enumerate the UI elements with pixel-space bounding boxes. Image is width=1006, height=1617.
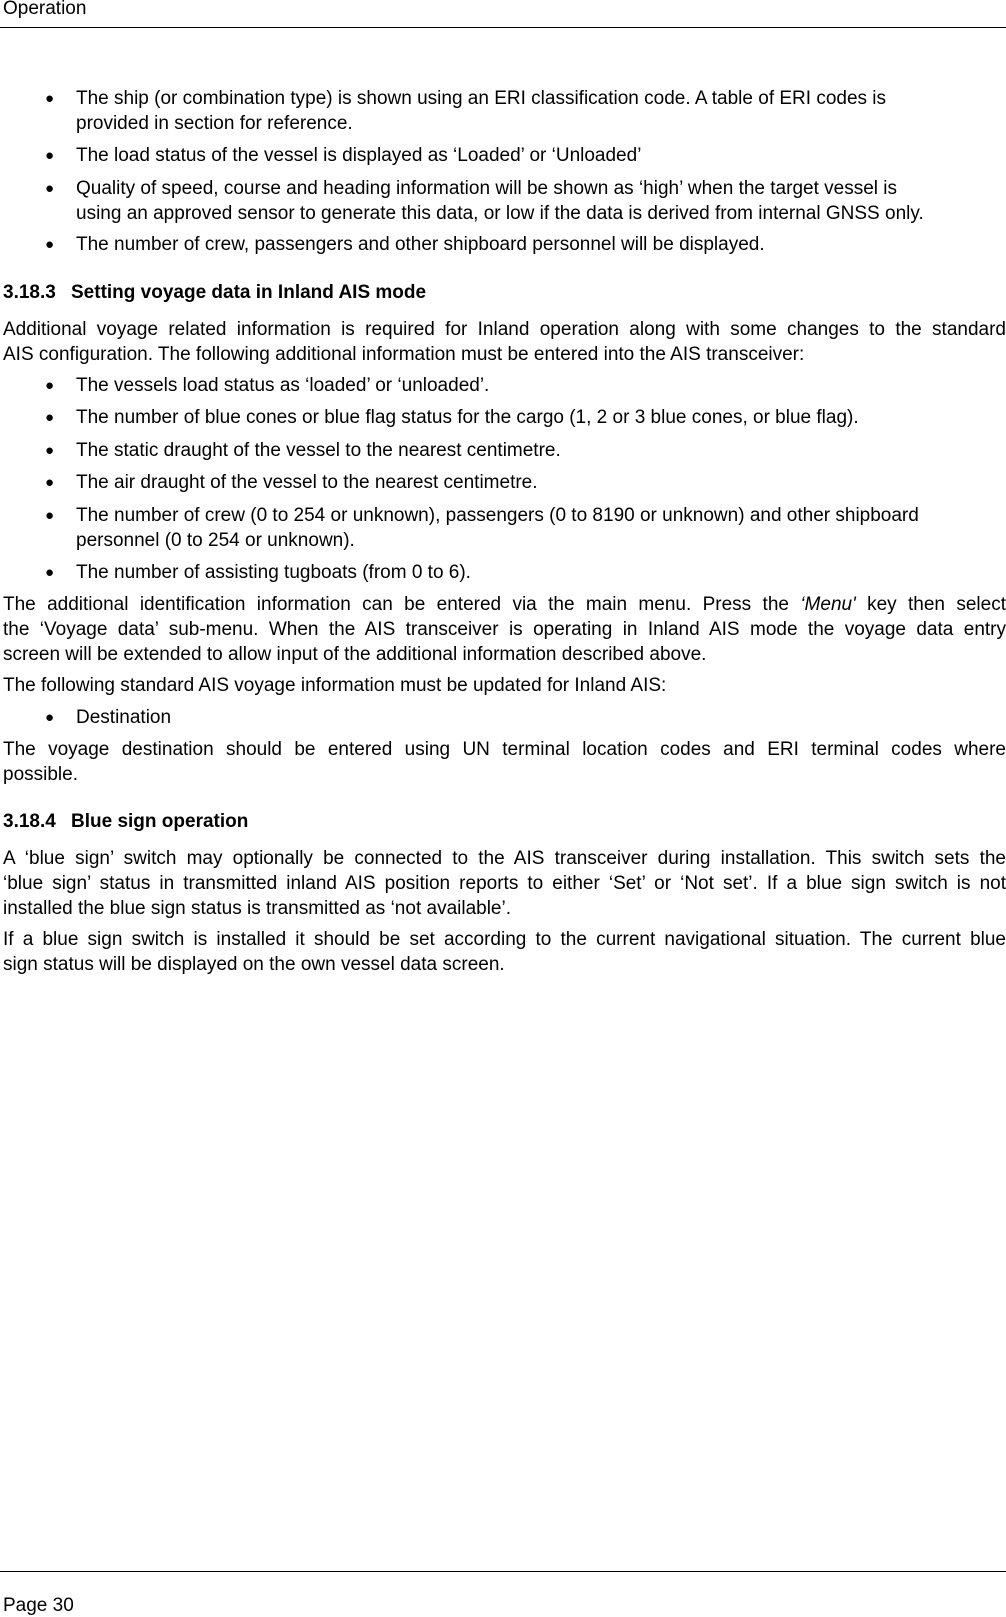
page-header	[0, 0, 1006, 28]
paragraph: If a blue sign switch is installed it should be set according to the current navigational situation. The current blue sign status will be displayed on the own vessel data screen.	[3, 929, 1006, 975]
bullet-icon: ●	[45, 564, 55, 581]
section-heading-3-18-4	[3, 809, 248, 834]
section-heading-3-18-3	[3, 280, 426, 305]
bullet-text: The ship (or combination type) is shown using an ERI classification code. A table of ERI codes is	[76, 88, 887, 109]
bullet-icon: ●	[45, 147, 55, 164]
section-title: Setting voyage data in Inland AIS mode	[71, 282, 427, 303]
bullet-text: The static draught of the vessel to the nearest centimetre.	[76, 440, 561, 461]
bullet-icon: ●	[45, 180, 55, 197]
bullet-text: The number of crew (0 to 254 or unknown), passengers (0 to 8190 or unknown) and other shipboard	[76, 505, 919, 526]
bullet-text: The air draught of the vessel to the nearest centimetre.	[76, 472, 538, 493]
section-title: Blue sign operation	[71, 811, 249, 832]
bullet-text: Destination	[76, 707, 172, 728]
bullet-icon: ●	[45, 709, 55, 726]
bullet-text: The number of assisting tugboats (from 0 to 6).	[76, 562, 471, 583]
section-number: 3.18.4	[3, 811, 56, 832]
page-number: Page 30	[3, 1595, 74, 1616]
bullet-text: Quality of speed, course and heading information will be shown as ‘high’ when the target vessel is	[76, 178, 897, 199]
bullet-text: using an approved sensor to generate this data, or low if the data is derived from internal GNSS only.	[76, 203, 924, 224]
bullet-text: personnel (0 to 254 or unknown).	[76, 530, 355, 551]
paragraph: Additional voyage related information is required for Inland operation along with some changes to the standard AIS configuration. The following additional information must be entered into the AIS transceiver:	[3, 319, 1006, 365]
paragraph: The voyage destination should be entered using UN terminal location codes and ERI terminal codes where possible.	[3, 739, 1006, 785]
bullet-text: The load status of the vessel is displayed as ‘Loaded’ or ‘Unloaded’	[76, 145, 642, 166]
bullet-text: provided in section for reference.	[76, 113, 353, 134]
bullet-icon: ●	[45, 507, 55, 524]
bullet-icon: ●	[45, 377, 55, 394]
bullet-icon: ●	[45, 474, 55, 491]
bullet-icon: ●	[45, 236, 55, 253]
menu-key-label: ‘Menu'	[800, 594, 856, 615]
bullet-icon: ●	[45, 90, 55, 107]
bullet-text: The vessels load status as ‘loaded’ or ‘unloaded’.	[76, 375, 490, 396]
page-footer	[0, 1571, 1006, 1617]
bullet-icon: ●	[45, 442, 55, 459]
bullet-text: The number of blue cones or blue flag status for the cargo (1, 2 or 3 blue cones, or blue flag).	[76, 407, 859, 428]
bullet-text: The number of crew, passengers and other shipboard personnel will be displayed.	[76, 234, 765, 255]
bullet-icon: ●	[45, 409, 55, 426]
paragraph: A ‘blue sign’ switch may optionally be connected to the AIS transceiver during installation. This switch sets the ‘blue sign’ status in transmitted inland AIS position reports to either ‘Set’ or ‘Not set’. If a blue sign switch is not installed the blue sign status is transmitted as ‘not available’.	[3, 848, 1006, 919]
paragraph: The following standard AIS voyage information must be updated for Inland AIS:	[3, 675, 667, 696]
section-number: 3.18.3	[3, 282, 56, 303]
header-title: Operation	[3, 0, 87, 19]
paragraph: The additional identification information can be entered via the main menu. Press the ‘Menu' key then select the ‘Voyage data’ sub-menu. When the AIS transceiver is operating in Inland AIS mode the voyage data entry screen will be extended to allow input of the additional information described above.	[3, 594, 1006, 665]
